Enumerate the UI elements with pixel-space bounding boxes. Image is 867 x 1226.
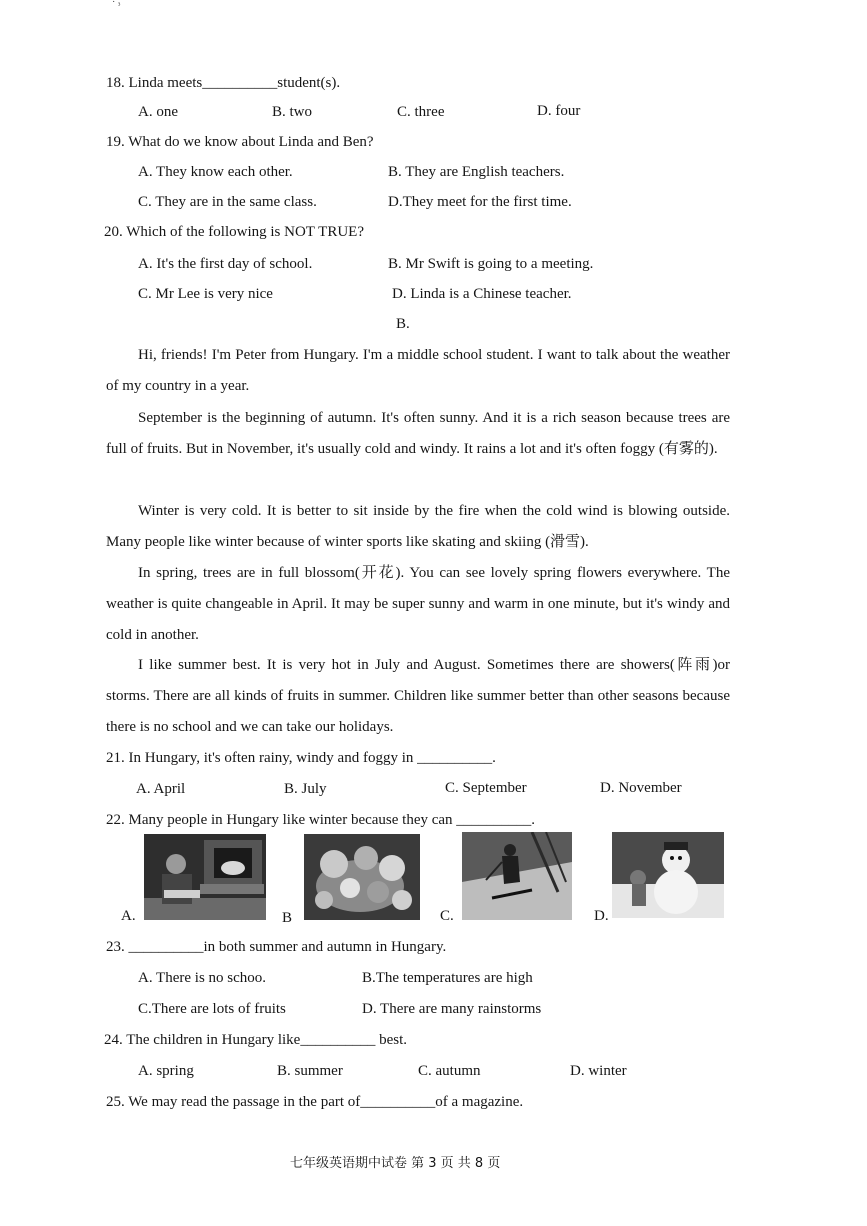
q18-option-d: D. four — [537, 103, 581, 119]
q24-option-b: B. summer — [277, 1063, 343, 1079]
question-20: 20. Which of the following is NOT TRUE? — [104, 224, 364, 240]
q20-option-c: C. Mr Lee is very nice — [138, 286, 273, 302]
q19-option-c: C. They are in the same class. — [138, 194, 317, 210]
q19-option-a: A. They know each other. — [138, 164, 293, 180]
question-24: 24. The children in Hungary like__________ best. — [104, 1032, 408, 1048]
q21-option-d: D. November — [600, 780, 682, 796]
fruit-image — [304, 834, 420, 920]
q22-option-b-label: B — [282, 910, 293, 926]
question-22: 22. Many people in Hungary like winter because they can __________. — [106, 812, 536, 828]
q24-option-d: D. winter — [570, 1063, 627, 1079]
q22-option-d-label: D. — [594, 908, 609, 924]
fireplace-reading-image — [144, 834, 266, 920]
section-b-heading: B. — [396, 316, 410, 332]
question-21: 21. In Hungary, it's often rainy, windy and foggy in __________. — [106, 750, 496, 766]
q20-option-a: A. It's the first day of school. — [138, 256, 313, 272]
skiing-image — [462, 832, 572, 920]
question-25: 25. We may read the passage in the part of__________of a magazine. — [106, 1094, 524, 1110]
passage-paragraph-4: In spring, trees are in full blossom(开花). You can see lovely spring flowers everywhere. The weather is quite changeable in April. It may be super sunny and warm in one minute, but it's windy and cold in another. — [106, 565, 730, 643]
q19-option-d: D.They meet for the first time. — [388, 194, 572, 210]
passage-paragraph-3: Winter is very cold. It is better to sit inside by the fire when the cold wind is blowing outside. Many people like winter because of winter sports like skating and skiing (滑雪). — [106, 503, 730, 550]
question-19: 19. What do we know about Linda and Ben? — [106, 134, 374, 150]
q18-option-a: A. one — [138, 104, 178, 120]
q18-option-b: B. two — [272, 104, 313, 120]
snowman-image — [612, 832, 724, 918]
q24-option-c: C. autumn — [418, 1063, 481, 1079]
q21-option-b: B. July — [284, 781, 327, 797]
scan-mark: ˙ ᵌ — [112, 0, 121, 11]
q22-option-c-label: C. — [440, 908, 454, 924]
q19-option-b: B. They are English teachers. — [388, 164, 565, 180]
q21-option-c: C. September — [445, 780, 527, 796]
q23-option-c: C.There are lots of fruits — [138, 1001, 286, 1017]
q23-option-a: A. There is no schoo. — [138, 970, 267, 986]
q20-option-b: B. Mr Swift is going to a meeting. — [388, 256, 594, 272]
passage-paragraph-5: I like summer best. It is very hot in July and August. Sometimes there are showers(阵雨)or storms. There are all kinds of fruits in summer. Children like summer better than other seasons because there is no school and we can take our holidays. — [106, 657, 730, 735]
q23-option-b: B.The temperatures are high — [362, 970, 533, 986]
passage-paragraph-1: Hi, friends! I'm Peter from Hungary. I'm a middle school student. I want to talk about the weather of my country in a year. — [106, 347, 730, 394]
q20-option-d: D. Linda is a Chinese teacher. — [392, 286, 572, 302]
q23-option-d: D. There are many rainstorms — [362, 1001, 542, 1017]
question-23: 23. __________in both summer and autumn in Hungary. — [106, 939, 447, 955]
q18-option-c: C. three — [397, 104, 445, 120]
q24-option-a: A. spring — [138, 1063, 194, 1079]
passage-paragraph-2: September is the beginning of autumn. It's often sunny. And it is a rich season because trees are full of fruits. But in November, it's usually cold and windy. It rains a lot and it's often foggy (有雾的). — [106, 410, 730, 457]
q21-option-a: A. April — [136, 781, 186, 797]
q22-option-a-label: A. — [121, 908, 136, 924]
page-footer: 七年级英语期中试卷 第 3 页 共 8 页 — [290, 1156, 501, 1171]
question-18: 18. Linda meets__________student(s). — [106, 75, 341, 91]
